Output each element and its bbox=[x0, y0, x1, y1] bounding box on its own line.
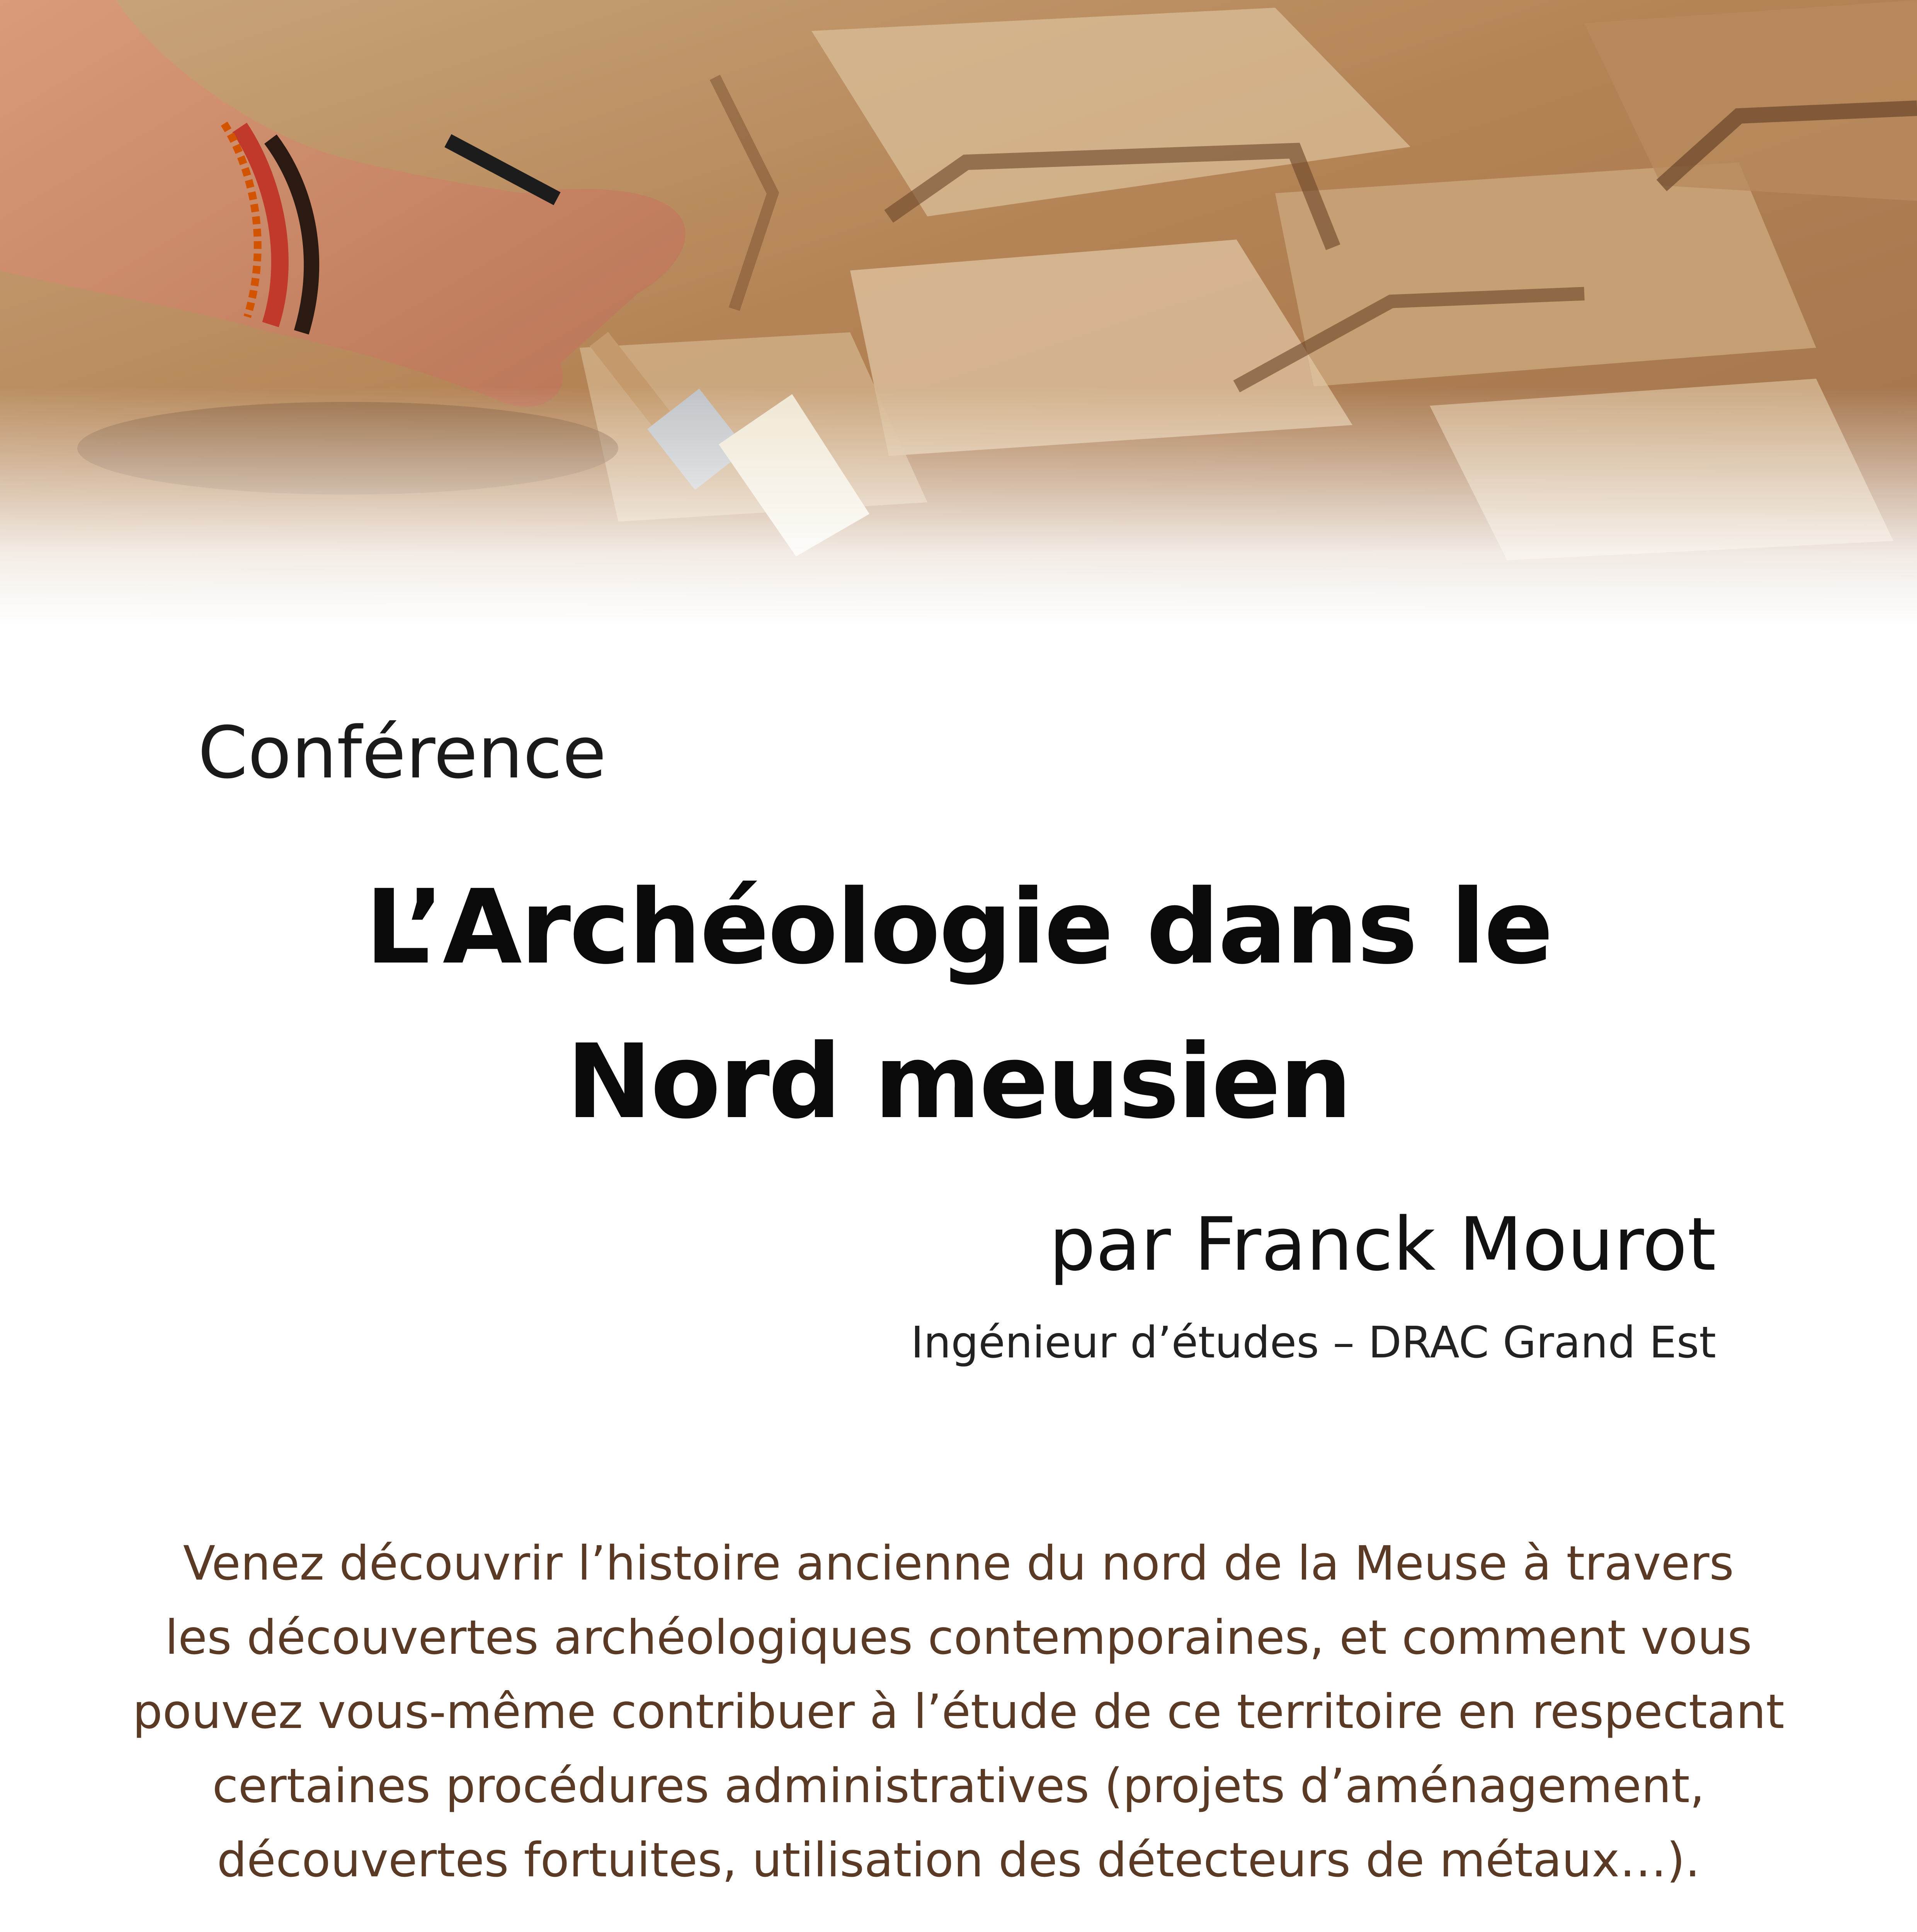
title-line-2: Nord meusien bbox=[566, 1022, 1351, 1141]
event-title bbox=[0, 850, 1917, 1159]
header-photo bbox=[0, 0, 1917, 626]
description-line: Venez découvrir l’histoire ancienne du nord de la Meuse à travers bbox=[183, 1536, 1734, 1591]
event-kicker: Conférence bbox=[198, 711, 607, 794]
description-line: pouvez vous-même contribuer à l’étude de ce territoire en respectant bbox=[133, 1684, 1784, 1739]
photo-fade-overlay bbox=[0, 386, 1917, 626]
speaker-role: Ingénieur d’études – DRAC Grand Est bbox=[911, 1318, 1716, 1368]
event-description bbox=[77, 1526, 1840, 1897]
description-line: découvertes fortuites, utilisation des détecteurs de métaux…). bbox=[217, 1833, 1700, 1888]
description-line: certaines procédures administratives (projets d’aménagement, bbox=[212, 1759, 1705, 1813]
description-line: les découvertes archéologiques contemporaines, et comment vous bbox=[165, 1610, 1752, 1665]
title-line-1: L’Archéologie dans le bbox=[365, 868, 1552, 987]
speaker-name: par Franck Mourot bbox=[1049, 1202, 1716, 1287]
